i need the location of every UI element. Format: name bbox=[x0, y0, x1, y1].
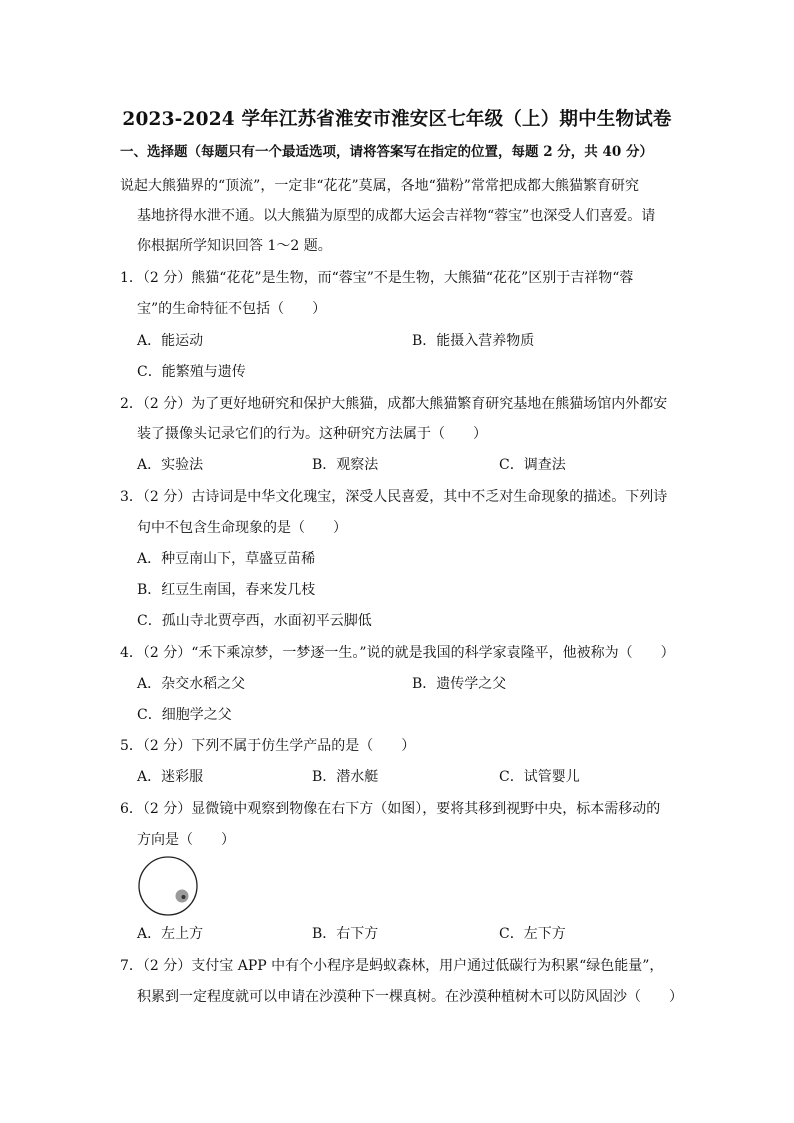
question-2-line-1: 2．（2 分）为了更好地研究和保护大熊猫，成都大熊猫繁育研究基地在熊猫场馆内外都安 bbox=[120, 396, 668, 412]
question-6-line-1: 6．（2 分）显微镜中观察到物像在右下方（如图），要将其移到视野中央，标本需移动的 bbox=[120, 801, 661, 817]
exam-title: 2023-2024 学年江苏省淮安市淮安区七年级（上）期中生物试卷 bbox=[122, 109, 672, 130]
question-5-option-c: C．试管婴儿 bbox=[499, 769, 580, 785]
question-6-line-2: 方向是（ ） bbox=[137, 832, 235, 848]
question-4-option-c: C．细胞学之父 bbox=[137, 707, 232, 723]
question-1-line-1: 1．（2 分）熊猫“花花”是生物，而“蓉宝”不是生物，大熊猫“花花”区别于吉祥物“蓉 bbox=[120, 270, 634, 286]
field-of-view-circle bbox=[139, 857, 197, 915]
question-3-line-1: 3．（2 分）古诗词是中华文化瑰宝，深受人民喜爱，其中不乏对生命现象的描述。下列诗 bbox=[120, 489, 668, 505]
specimen-core bbox=[182, 895, 186, 899]
question-7-line-2: 积累到一定程度就可以申请在沙漠种下一棵真树。在沙漠种植树木可以防风固沙（ ） bbox=[137, 989, 683, 1005]
question-3-line-2: 句中不包含生命现象的是（ ） bbox=[137, 520, 347, 536]
question-2-option-a: A．实验法 bbox=[137, 457, 204, 473]
question-3-option-c: C．孤山寺北贾亭西，水面初平云脚低 bbox=[137, 613, 372, 629]
intro-line-2: 基地挤得水泄不通。以大熊猫为原型的成都大运会吉祥物“蓉宝”也深受人们喜爱。请 bbox=[137, 208, 656, 224]
question-2-option-b: B．观察法 bbox=[312, 457, 379, 473]
question-2-line-2: 装了摄像头记录它们的行为。这种研究方法属于（ ） bbox=[137, 426, 487, 442]
question-4-option-a: A．杂交水稻之父 bbox=[137, 676, 246, 692]
question-1-option-b: B．能摄入营养物质 bbox=[412, 333, 535, 349]
question-6-option-c: C．左下方 bbox=[499, 926, 566, 942]
question-1-line-2: 宝”的生命特征不包括（ ） bbox=[137, 301, 327, 317]
question-5-line-1: 5．（2 分）下列不属于仿生学产品的是（ ） bbox=[120, 738, 416, 754]
question-7-line-1: 7．（2 分）支付宝 APP 中有个小程序是蚂蚁森林，用户通过低碳行为积累“绿色能量”， bbox=[120, 958, 664, 974]
microscope-field-figure bbox=[137, 855, 201, 919]
question-2-option-c: C．调查法 bbox=[499, 457, 566, 473]
question-3-option-b: B．红豆生南国，春来发几枝 bbox=[137, 582, 316, 598]
question-6-option-b: B．右下方 bbox=[312, 926, 379, 942]
question-1-option-c: C．能繁殖与遗传 bbox=[137, 364, 246, 380]
question-4-option-b: B．遗传学之父 bbox=[412, 676, 507, 692]
question-5-option-b: B．潜水艇 bbox=[312, 769, 379, 785]
intro-line-1: 说起大熊猫界的“顶流”，一定非“花花”莫属，各地“猫粉”常常把成都大熊猫繁育研究 bbox=[120, 178, 639, 194]
question-5-option-a: A．迷彩服 bbox=[137, 769, 204, 785]
question-4-line-1: 4．（2 分）“禾下乘凉梦，一梦逐一生。”说的就是我国的科学家袁隆平，他被称为（ ） bbox=[120, 645, 675, 661]
intro-line-3: 你根据所学知识回答 1～2 题。 bbox=[137, 238, 332, 254]
section-heading: 一、选择题（每题只有一个最适选项，请将答案写在指定的位置，每题 2 分，共 40 分） bbox=[120, 144, 653, 160]
question-1-option-a: A．能运动 bbox=[137, 333, 204, 349]
question-6-option-a: A．左上方 bbox=[137, 926, 204, 942]
question-3-option-a: A．种豆南山下，草盛豆苗稀 bbox=[137, 551, 316, 567]
